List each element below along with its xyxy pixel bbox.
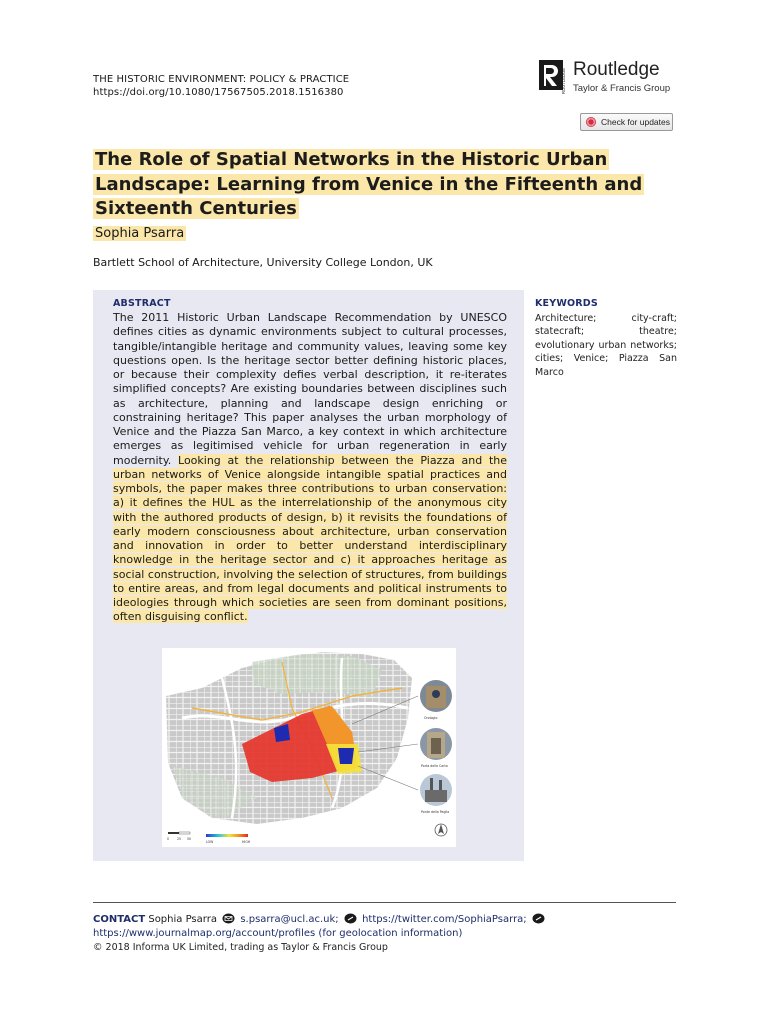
author-line <box>93 226 186 241</box>
contact-info <box>93 913 683 941</box>
check-for-updates-label: Check for updates <box>601 117 670 127</box>
abstract-body <box>113 311 507 625</box>
copyright-notice: © 2018 Informa UK Limited, trading as Taylor & Francis Group <box>93 942 388 953</box>
abstract-text-highlight: Looking at the relationship between the Piazza and the urban networks of Venice alongside intangible spatial practices and symbols, the paper makes three contributions to urban conservation: a) it defines the HUL as the interrelationship of the anonymous city with the authored products of design, b) it revisits the foundations of early modern consciousness about architecture, urban conservation and innovation in order to better understand interdisciplinary knowledge in the heritage sector and c) it approaches heritage as social construction, involving the selection of structures, from buildings to entire areas, and from legal documents and political instruments to ideologies through which societies are seen from dominant positions, often disguising conflict. <box>113 453 507 624</box>
footer-divider <box>93 902 676 903</box>
keywords-list: Architecture; city-craft; statecraft; theatre; evolutionary urban networks; cities; Venice; Piazza San Marco <box>535 313 677 378</box>
publisher-name: Routledge <box>573 59 660 80</box>
routledge-logo-icon <box>538 58 566 96</box>
journal-name: THE HISTORIC ENVIRONMENT: POLICY & PRACTICE <box>93 74 350 85</box>
scale-label-25: 25 <box>177 837 182 841</box>
doi-link[interactable]: https://doi.org/10.1080/17567505.2018.1516380 <box>93 87 344 98</box>
legend-high-label: HIGH <box>242 840 251 844</box>
crossmark-icon <box>586 117 596 127</box>
keywords-heading: KEYWORDS <box>535 298 598 309</box>
label-ponte-della-paglia: Ponte della Paglia <box>421 810 450 814</box>
title-line-1: The Role of Spatial Networks in the Historic Urban <box>95 149 608 170</box>
check-for-updates-button[interactable] <box>580 113 673 131</box>
author-name[interactable]: Sophia Psarra <box>95 226 185 241</box>
scale-label-0: 0 <box>167 837 170 841</box>
journalmap-note: (for geolocation information) <box>318 928 463 939</box>
label-orologio: Orologio <box>424 716 438 720</box>
abstract-heading: ABSTRACT <box>113 298 171 309</box>
logo-vertical-text: ROUTLEDGE <box>561 67 566 94</box>
venice-map-image <box>162 648 456 847</box>
email-link[interactable]: s.psarra@ucl.ac.uk; <box>240 914 339 925</box>
label-porta-della-carta: Porta della Carta <box>421 764 448 768</box>
twitter-link-icon <box>344 913 357 924</box>
abstract-text-plain: The 2011 Historic Urban Landscape Recommendation by UNESCO defines cities as dynamic environments subject to cultural processes, tangible/intangible heritage and community values, leaving some key questions open. Is the heritage sector better defining historic places, or because their complexity defies verbal description, it re-iterates simplified concepts? Are existing boundaries between disciplines such as architecture, planning and landscape design enriching or constraining heritage? This paper analyses the urban morphology of Venice and the Piazza San Marco, a key context in which architecture emerges as legitimised vehicle for urban regeneration in early modernity. <box>113 311 507 467</box>
title-line-2: Landscape: Learning from Venice in the Fifteenth and <box>95 173 643 195</box>
twitter-link[interactable]: https://twitter.com/SophiaPsarra; <box>362 914 527 925</box>
article-title <box>93 148 653 222</box>
graphical-abstract-figure <box>162 648 456 847</box>
journalmap-link-icon <box>532 913 545 924</box>
title-line-3: Sixteenth Centuries <box>95 198 297 219</box>
contact-name: Sophia Psarra <box>148 914 217 925</box>
email-icon <box>222 913 235 924</box>
publisher-brand <box>538 58 678 98</box>
legend-low-label: LOW <box>206 840 214 844</box>
journal-header <box>93 73 349 99</box>
contact-label: CONTACT <box>93 914 146 925</box>
journalmap-link[interactable]: https://www.journalmap.org/account/profiles <box>93 928 316 939</box>
publisher-subtitle: Taylor & Francis Group <box>573 83 671 94</box>
affiliation: Bartlett School of Architecture, University College London, UK <box>93 256 433 269</box>
scale-label-50: 50 <box>187 837 192 841</box>
